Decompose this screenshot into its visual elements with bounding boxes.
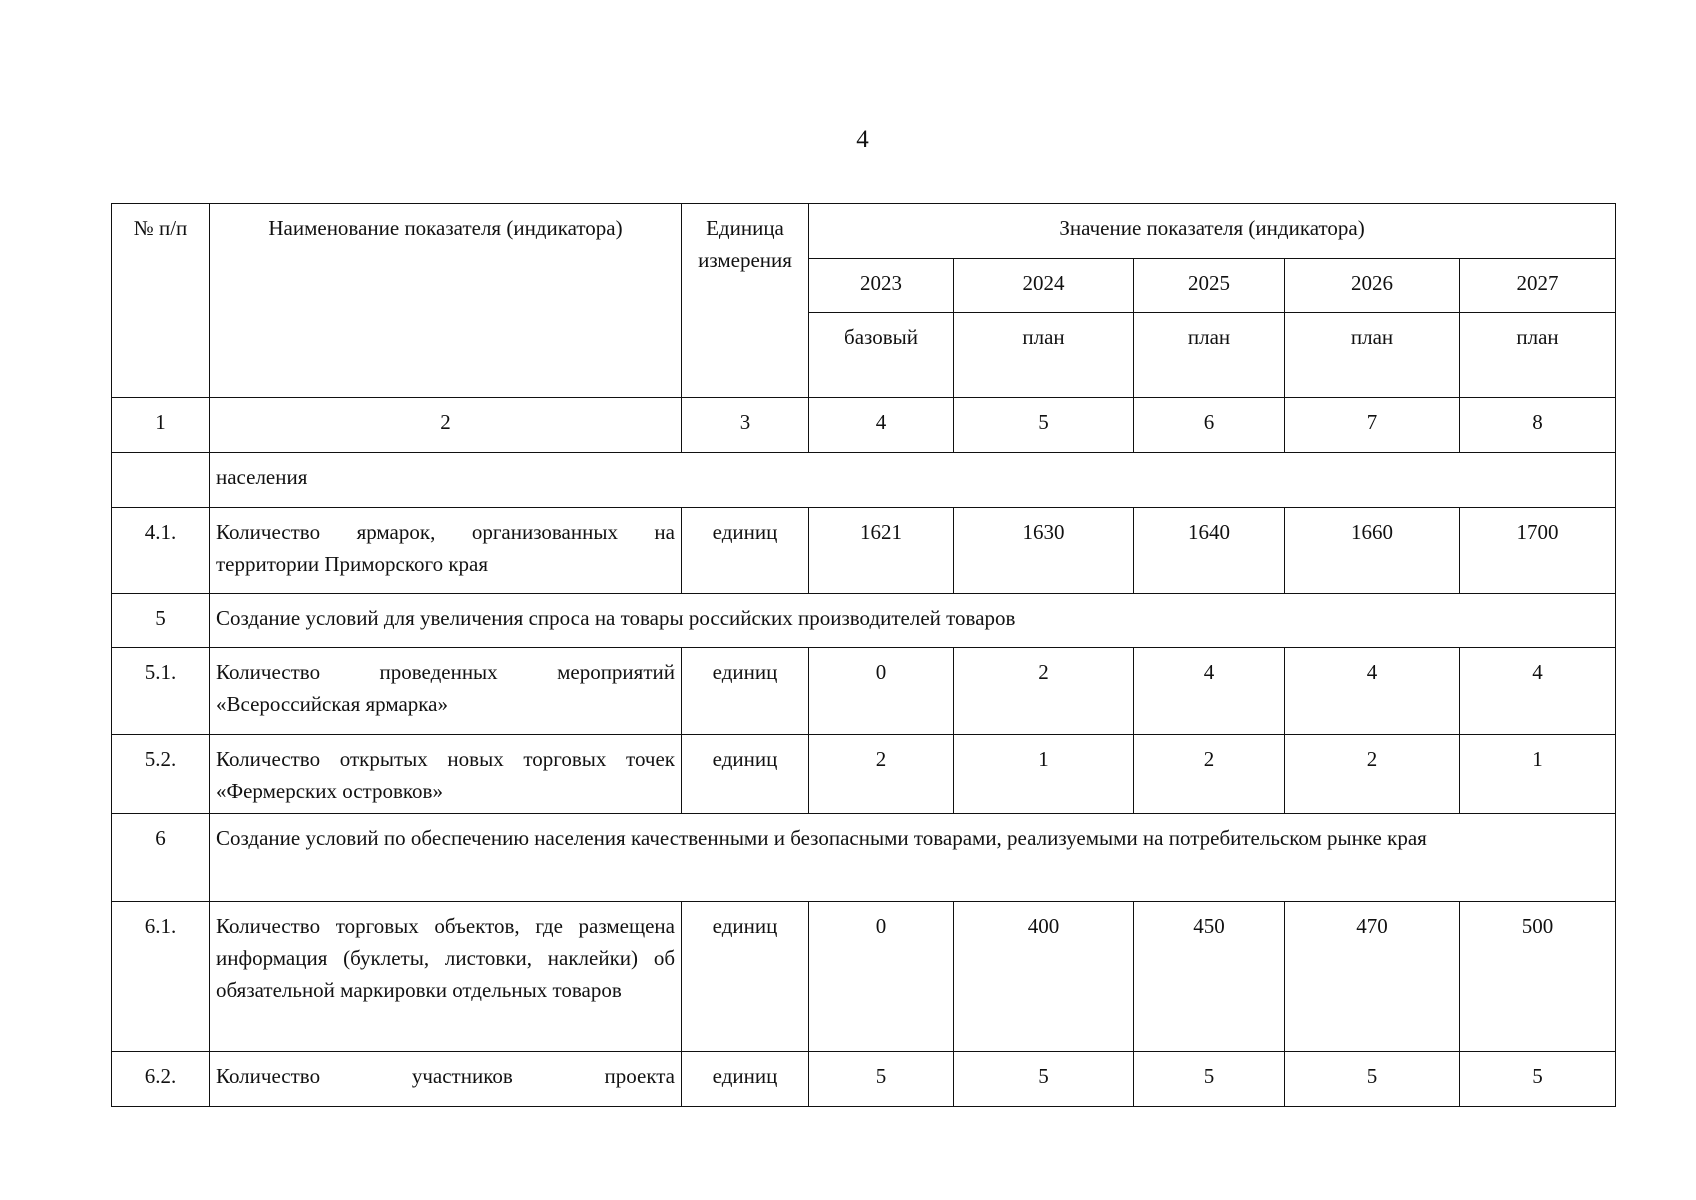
- header-year: 2025: [1134, 259, 1285, 313]
- header-kind: план: [954, 313, 1134, 398]
- indicator-name: Количество торговых объектов, где размещена информация (буклеты, листовки, наклейки) об обязательной маркировки отдельных товаров: [210, 902, 682, 1052]
- value-cell: 1: [1460, 735, 1616, 814]
- header-value: Значение показателя (индикатора): [809, 204, 1616, 259]
- value-cell: 0: [809, 648, 954, 735]
- indicator-name: Количество проведенных мероприятий «Всероссийская ярмарка»: [210, 648, 682, 735]
- indicator-name: Количество ярмарок, организованных на территории Приморского края: [210, 508, 682, 594]
- value-cell: 1640: [1134, 508, 1285, 594]
- value-cell: 5: [954, 1052, 1134, 1107]
- value-cell: 2: [1134, 735, 1285, 814]
- value-cell: 4: [1285, 648, 1460, 735]
- value-cell: 4: [1460, 648, 1616, 735]
- row-number: 4.1.: [112, 508, 210, 594]
- value-cell: 0: [809, 902, 954, 1052]
- row-number: 5: [112, 594, 210, 648]
- indicator-name: Количество открытых новых торговых точек «Фермерских островков»: [210, 735, 682, 814]
- row-number: [112, 453, 210, 508]
- value-cell: 500: [1460, 902, 1616, 1052]
- value-cell: 5: [1460, 1052, 1616, 1107]
- indicator-name: Количество участников проекта: [210, 1052, 682, 1107]
- value-cell: 2: [954, 648, 1134, 735]
- value-cell: 1660: [1285, 508, 1460, 594]
- value-cell: 450: [1134, 902, 1285, 1052]
- column-number: 1: [112, 398, 210, 453]
- indicators-table: [111, 203, 1616, 1107]
- indicator-unit: единиц: [682, 648, 809, 735]
- column-number: 8: [1460, 398, 1616, 453]
- header-unit: Единица измерения: [682, 204, 809, 398]
- value-cell: 1700: [1460, 508, 1616, 594]
- value-cell: 2: [809, 735, 954, 814]
- value-cell: 400: [954, 902, 1134, 1052]
- row-number: 6: [112, 814, 210, 902]
- value-cell: 2: [1285, 735, 1460, 814]
- table-row: [112, 648, 1616, 735]
- header-year: 2024: [954, 259, 1134, 313]
- value-cell: 1: [954, 735, 1134, 814]
- section-title: населения: [210, 453, 1616, 508]
- row-number: 5.2.: [112, 735, 210, 814]
- header-row-1: [112, 204, 1616, 259]
- header-year: 2023: [809, 259, 954, 313]
- value-cell: 5: [809, 1052, 954, 1107]
- row-number: 5.1.: [112, 648, 210, 735]
- table-row: [112, 902, 1616, 1052]
- row-number: 6.2.: [112, 1052, 210, 1107]
- page-number: 4: [856, 126, 869, 153]
- section-title: Создание условий для увеличения спроса на товары российских производителей товаров: [210, 594, 1616, 648]
- column-number: 3: [682, 398, 809, 453]
- header-kind: план: [1460, 313, 1616, 398]
- table-row: [112, 508, 1616, 594]
- header-year: 2027: [1460, 259, 1616, 313]
- section-row: [112, 594, 1616, 648]
- header-num: № п/п: [112, 204, 210, 398]
- indicator-unit: единиц: [682, 902, 809, 1052]
- table-row: [112, 735, 1616, 814]
- column-number: 2: [210, 398, 682, 453]
- section-row: [112, 453, 1616, 508]
- header-kind: план: [1134, 313, 1285, 398]
- indicator-unit: единиц: [682, 1052, 809, 1107]
- column-number: 4: [809, 398, 954, 453]
- column-number: 5: [954, 398, 1134, 453]
- header-year: 2026: [1285, 259, 1460, 313]
- header-kind: план: [1285, 313, 1460, 398]
- row-number: 6.1.: [112, 902, 210, 1052]
- value-cell: 5: [1134, 1052, 1285, 1107]
- value-cell: 5: [1285, 1052, 1460, 1107]
- table-row: [112, 1052, 1616, 1107]
- header-name: Наименование показателя (индикатора): [210, 204, 682, 398]
- value-cell: 4: [1134, 648, 1285, 735]
- value-cell: 470: [1285, 902, 1460, 1052]
- section-row: [112, 814, 1616, 902]
- indicator-unit: единиц: [682, 735, 809, 814]
- value-cell: 1630: [954, 508, 1134, 594]
- value-cell: 1621: [809, 508, 954, 594]
- header-kind: базовый: [809, 313, 954, 398]
- section-title: Создание условий по обеспечению населения качественными и безопасными товарами, реализуемыми на потребительском рынке края: [210, 814, 1616, 902]
- indicator-unit: единиц: [682, 508, 809, 594]
- column-number: 7: [1285, 398, 1460, 453]
- column-numbers-row: [112, 398, 1616, 453]
- column-number: 6: [1134, 398, 1285, 453]
